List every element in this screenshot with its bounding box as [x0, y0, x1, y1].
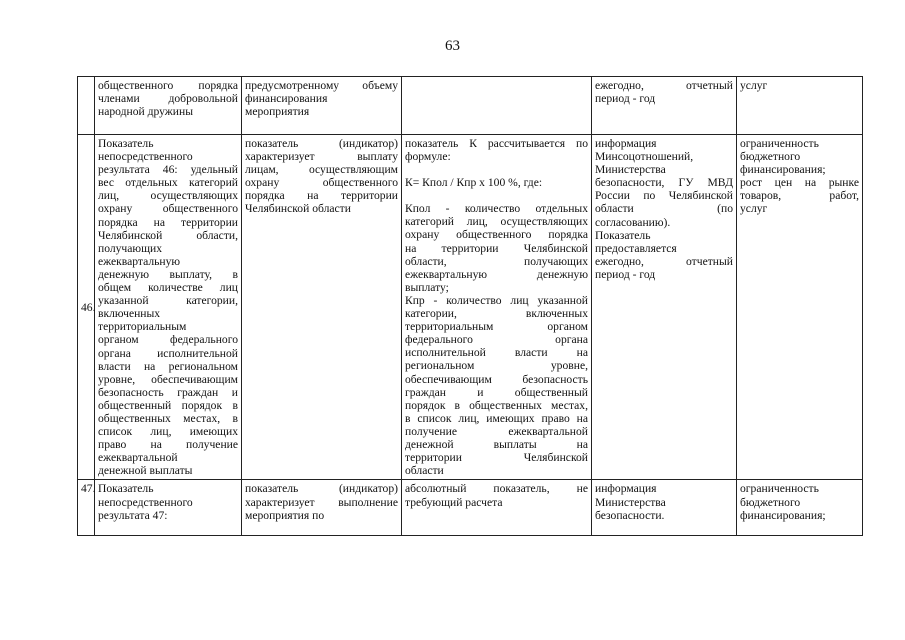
cell-line: категории, включенных: [405, 307, 588, 321]
source-cell: [592, 480, 737, 536]
cell-line: охрану общественного: [245, 176, 398, 190]
cell-line: области, получающих: [405, 254, 588, 268]
factors-cell: [737, 77, 863, 135]
cell-line: ежегодно, отчетный: [595, 79, 733, 92]
cell-line: Кпол - количество отдельных: [405, 202, 588, 216]
cell-line: денежную выплату, в: [98, 267, 238, 281]
cell-line: услуг: [740, 79, 768, 92]
cell-line: период - год: [595, 267, 656, 281]
source-cell: [592, 135, 737, 480]
cell-line: финансирования;: [740, 508, 826, 522]
cell-line: области: [405, 464, 444, 478]
description-cell: [242, 77, 402, 135]
cell-line: органом федерального: [98, 333, 238, 347]
indicator-cell: [95, 480, 242, 536]
cell-line: согласованию).: [595, 215, 671, 229]
cell-line: бюджетного: [740, 150, 801, 164]
cell-line: ограниченность: [740, 482, 819, 496]
cell-line: Минсоцотношений,: [595, 150, 694, 164]
cell-line: исполнительной власти на: [405, 346, 588, 360]
cell-line: список лиц, имеющих: [98, 425, 238, 439]
cell-line: лиц, осуществляющих: [98, 189, 238, 203]
cell-line: вес отдельных категорий: [98, 176, 238, 190]
description-cell: [242, 135, 402, 480]
cell-line: получающих: [98, 241, 162, 255]
cell-line: предоставляется: [595, 241, 677, 255]
cell-line: выплату;: [405, 280, 449, 294]
cell-line: указанной категории,: [98, 294, 238, 308]
cell-line: ежегодно, отчетный: [595, 254, 733, 268]
row-number: 46.: [78, 135, 95, 480]
cell-line: получение ежеквартальной: [405, 424, 588, 438]
cell-line: категорий лиц, осуществляющих: [405, 215, 588, 229]
indicator-cell: [95, 77, 242, 135]
cell-line: показатель К рассчитывается по: [405, 137, 588, 150]
cell-line: порядка на территории: [98, 215, 238, 229]
cell-line: общественных местах, в: [98, 411, 238, 425]
cell-line: охрану общественного: [98, 202, 238, 216]
cell-line: результата 46: удельный: [98, 163, 238, 177]
cell-line: показатель (индикатор): [245, 137, 398, 150]
cell-line: право на получение: [98, 438, 238, 452]
cell-line: денежной выплаты: [98, 464, 193, 478]
cell-line: власти на региональном: [98, 359, 238, 373]
table-row: [78, 77, 863, 135]
description-cell: [242, 480, 402, 536]
cell-line: показатель (индикатор): [245, 482, 398, 496]
table-row: [78, 480, 863, 536]
calculation-cell: [402, 77, 592, 135]
cell-line: Показатель: [595, 228, 651, 242]
cell-line: информация: [595, 137, 657, 150]
cell-line: органа исполнительной: [98, 346, 238, 360]
factors-cell: [737, 480, 863, 536]
cell-line: обеспечивающим безопасность: [405, 372, 588, 386]
cell-line: России по Челябинской: [595, 189, 733, 203]
indicator-table: [77, 76, 863, 536]
calculation-text: [405, 202, 588, 477]
table-row: [78, 135, 863, 480]
cell-line: Министерства: [595, 163, 666, 177]
cell-line: ежеквартальной: [98, 451, 178, 465]
cell-line: Челябинской области: [245, 202, 351, 216]
cell-line: общественного порядка: [98, 79, 238, 92]
cell-line: включенных: [98, 307, 161, 321]
cell-line: народной дружины: [98, 105, 194, 119]
cell-line: Челябинской области,: [98, 228, 238, 242]
cell-line: Кпр - количество лиц указанной: [405, 293, 588, 307]
cell-line: на территории Челябинской: [405, 241, 588, 255]
cell-line: товаров, работ,: [740, 189, 859, 203]
cell-line: информация: [595, 482, 657, 496]
cell-line: порядка на территории: [245, 189, 398, 203]
cell-line: финансирования;: [740, 163, 826, 177]
cell-line: ограниченность: [740, 137, 819, 150]
cell-line: результата 47:: [98, 508, 168, 522]
cell-line: охрану общественного порядка: [405, 228, 588, 242]
cell-line: период - год: [595, 92, 656, 106]
cell-line: федерального органа: [405, 333, 588, 347]
cell-line: Показатель: [98, 482, 154, 496]
row-number: 47.: [78, 480, 95, 536]
cell-line: территории Челябинской: [405, 451, 588, 465]
cell-line: Показатель: [98, 137, 154, 150]
cell-line: услуг: [740, 202, 768, 216]
cell-line: денежной выплаты на: [405, 437, 588, 451]
cell-line: граждан и общественный: [405, 385, 588, 399]
cell-line: непосредственного: [98, 495, 193, 509]
formula: К= Кпол / Кпр х 100 %, где:: [405, 176, 543, 190]
cell-line: безопасность граждан и: [98, 385, 238, 399]
cell-line: рост цен на рынке: [740, 176, 859, 190]
cell-line: порядок в общественных местах,: [405, 398, 588, 412]
cell-line: мероприятия: [245, 105, 310, 119]
indicator-cell: [95, 135, 242, 480]
cell-line: Министерства: [595, 495, 666, 509]
calculation-cell: [402, 480, 592, 536]
cell-line: общественный порядок в: [98, 398, 238, 412]
cell-line: лицам, осуществляющим: [245, 163, 398, 177]
cell-line: уровне, обеспечивающим: [98, 372, 238, 386]
source-cell: [592, 77, 737, 135]
cell-line: безопасности.: [595, 508, 665, 522]
cell-line: формуле:: [405, 150, 451, 164]
cell-line: характеризует выплату: [245, 150, 398, 164]
cell-line: в список лиц, имеющих право на: [405, 411, 588, 425]
cell-line: общем количестве лиц: [98, 281, 238, 295]
cell-line: области (по: [595, 202, 733, 216]
calculation-intro: [405, 137, 588, 163]
calculation-cell: [402, 135, 592, 480]
cell-line: территориальным: [98, 320, 187, 334]
row-number: [78, 77, 95, 135]
cell-line: финансирования: [245, 92, 328, 106]
cell-line: характеризует выполнение: [245, 495, 398, 509]
cell-line: требующий расчета: [405, 495, 503, 509]
cell-line: безопасности, ГУ МВД: [595, 176, 733, 190]
cell-line: мероприятия по: [245, 508, 325, 522]
cell-line: ежеквартальную денежную: [405, 267, 588, 281]
cell-line: ежеквартальную: [98, 254, 181, 268]
cell-line: региональном уровне,: [405, 359, 588, 373]
cell-line: непосредственного: [98, 150, 193, 164]
cell-line: абсолютный показатель, не: [405, 482, 588, 496]
cell-line: бюджетного: [740, 495, 801, 509]
factors-cell: [737, 135, 863, 480]
page-number: 63: [445, 38, 460, 54]
cell-line: территориальным органом: [405, 320, 588, 334]
cell-line: предусмотренному объему: [245, 79, 398, 92]
cell-line: членами добровольной: [98, 92, 238, 106]
